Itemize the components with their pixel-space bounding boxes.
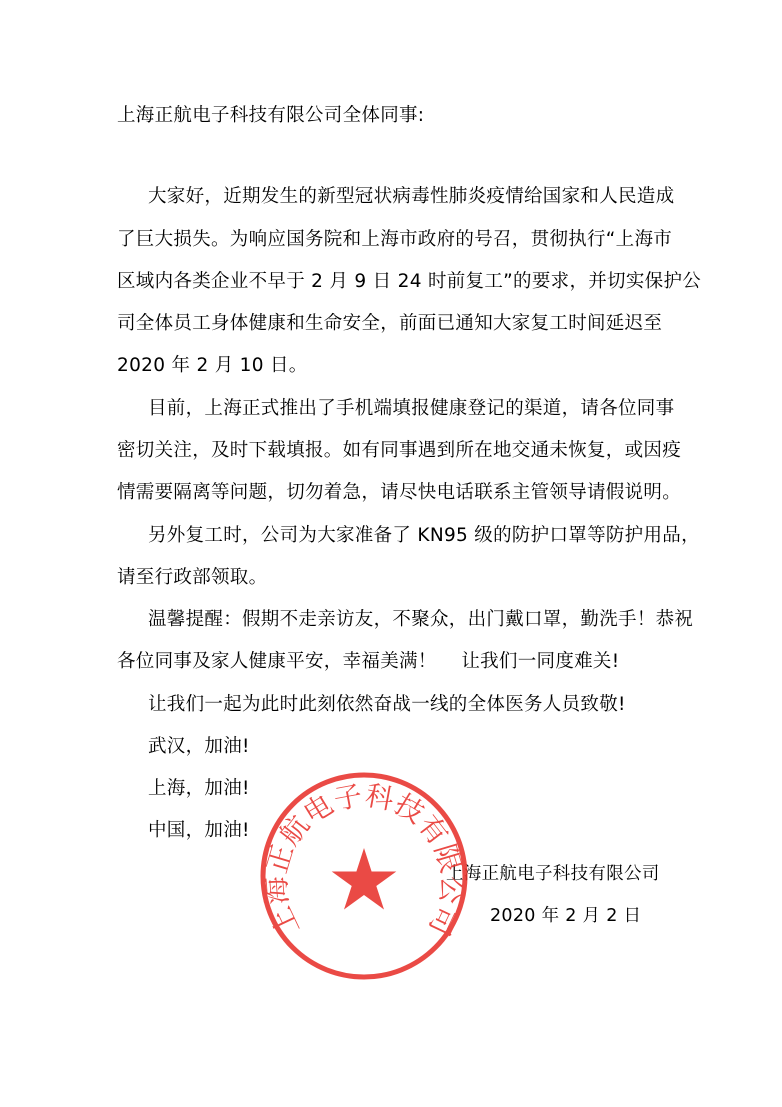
salutation: 上海正航电子科技有限公司全体同事:: [117, 105, 425, 126]
paragraph4-line2: 各位同事及家人健康平安，幸福美满！ 让我们一同度难关!: [117, 651, 620, 672]
paragraph3-line1: 另外复工时，公司为大家准备了 KN95 级的防护口罩等防护用品，: [148, 525, 700, 546]
paragraph2-line3: 情需要隔离等问题，切勿着急，请尽快电话联系主管领导请假说明。: [117, 482, 682, 503]
paragraph3-line2: 请至行政部领取。: [117, 567, 268, 588]
seal-star-icon: [332, 848, 397, 910]
cheer-shanghai: 上海，加油!: [148, 778, 250, 799]
paragraph2-line1: 目前，上海正式推出了手机端填报健康登记的渠道，请各位同事: [148, 398, 675, 419]
paragraph2-line2: 密切关注，及时下载填报。如有同事遇到所在地交通未恢复，或因疫: [117, 440, 682, 461]
cheer-wuhan: 武汉，加油!: [148, 736, 250, 757]
company-seal-stamp: [258, 770, 470, 982]
paragraph1-line4: 司全体员工身体健康和生命安全，前面已通知大家复工时间延迟至: [117, 313, 663, 334]
paragraph1-line1: 大家好，近期发生的新型冠状病毒性肺炎疫情给国家和人民造成: [148, 186, 675, 207]
signature-company: 上海正航电子科技有限公司: [446, 864, 660, 884]
paragraph4-line1: 温馨提醒：假期不走亲访友，不聚众，出门戴口罩，勤洗手！恭祝: [148, 609, 694, 630]
cheer-china: 中国，加油!: [148, 820, 250, 841]
seal-ring: [263, 775, 465, 977]
signature-date: 2020 年 2 月 2 日: [490, 906, 642, 926]
paragraph1-line2: 了巨大损失。为响应国务院和上海市政府的号召，贯彻执行“上海市: [117, 229, 673, 250]
seal-text-arc: 上海正航电子科技有限公司: [259, 778, 469, 941]
paragraph1-line3: 区域内各类企业不早于 2 月 9 日 24 时前复工”的要求，并切实保护公: [117, 271, 702, 292]
paragraph5: 让我们一起为此时此刻依然奋战一线的全体医务人员致敬!: [148, 694, 626, 715]
paragraph1-line5: 2020 年 2 月 10 日。: [117, 355, 308, 376]
